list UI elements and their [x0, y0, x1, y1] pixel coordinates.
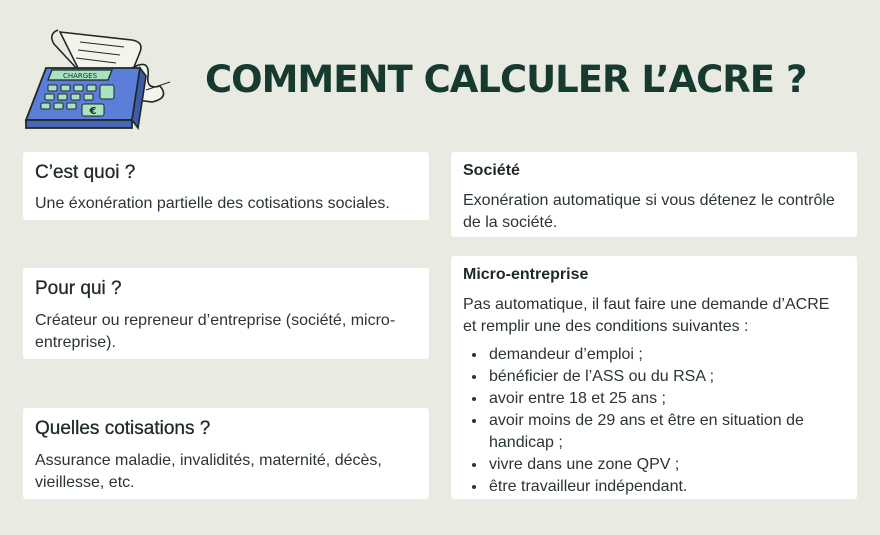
- card-micro: [451, 256, 857, 499]
- conditions-list: [463, 344, 845, 498]
- calculator-icon: [20, 28, 175, 133]
- card-who-text: Créateur ou repreneur d’entreprise (société, micro-entreprise).: [35, 312, 396, 351]
- card-what-text: Une éxonération partielle des cotisations sociales.: [35, 195, 390, 212]
- card-who: [23, 268, 429, 359]
- list-item: • bénéficier de l’ASS ou du RSA ;: [487, 366, 845, 388]
- card-what: [23, 152, 429, 220]
- card-which-title: Quelles cotisations ?: [35, 418, 211, 439]
- card-what-title: C’est quoi ?: [35, 162, 136, 183]
- list-item: • être travailleur indépendant.: [487, 476, 845, 498]
- header: [0, 0, 880, 140]
- card-company-title: Société: [463, 162, 520, 179]
- calculator-display-label: CHARGES: [62, 72, 98, 80]
- card-company-text: Exonération automatique si vous détenez le contrôle de la société.: [463, 192, 835, 231]
- card-which: [23, 408, 429, 499]
- card-micro-title: Micro-entreprise: [463, 266, 589, 283]
- card-micro-text: Pas automatique, il faut faire une demande d’ACRE et remplir une des conditions suivantes :: [463, 296, 830, 335]
- list-item: • avoir moins de 29 ans et être en situation de handicap ;: [487, 410, 845, 454]
- page-title: COMMENT CALCULER L’ACRE ?: [205, 58, 807, 101]
- card-which-text: Assurance maladie, invalidités, maternité, décès, vieillesse, etc.: [35, 452, 382, 491]
- list-item: • demandeur d’emploi ;: [487, 344, 845, 366]
- list-item: • avoir entre 18 et 25 ans ;: [487, 388, 845, 410]
- list-item: • vivre dans une zone QPV ;: [487, 454, 845, 476]
- svg-text:€: €: [89, 106, 97, 117]
- card-who-title: Pour qui ?: [35, 278, 122, 299]
- card-company: [451, 152, 857, 237]
